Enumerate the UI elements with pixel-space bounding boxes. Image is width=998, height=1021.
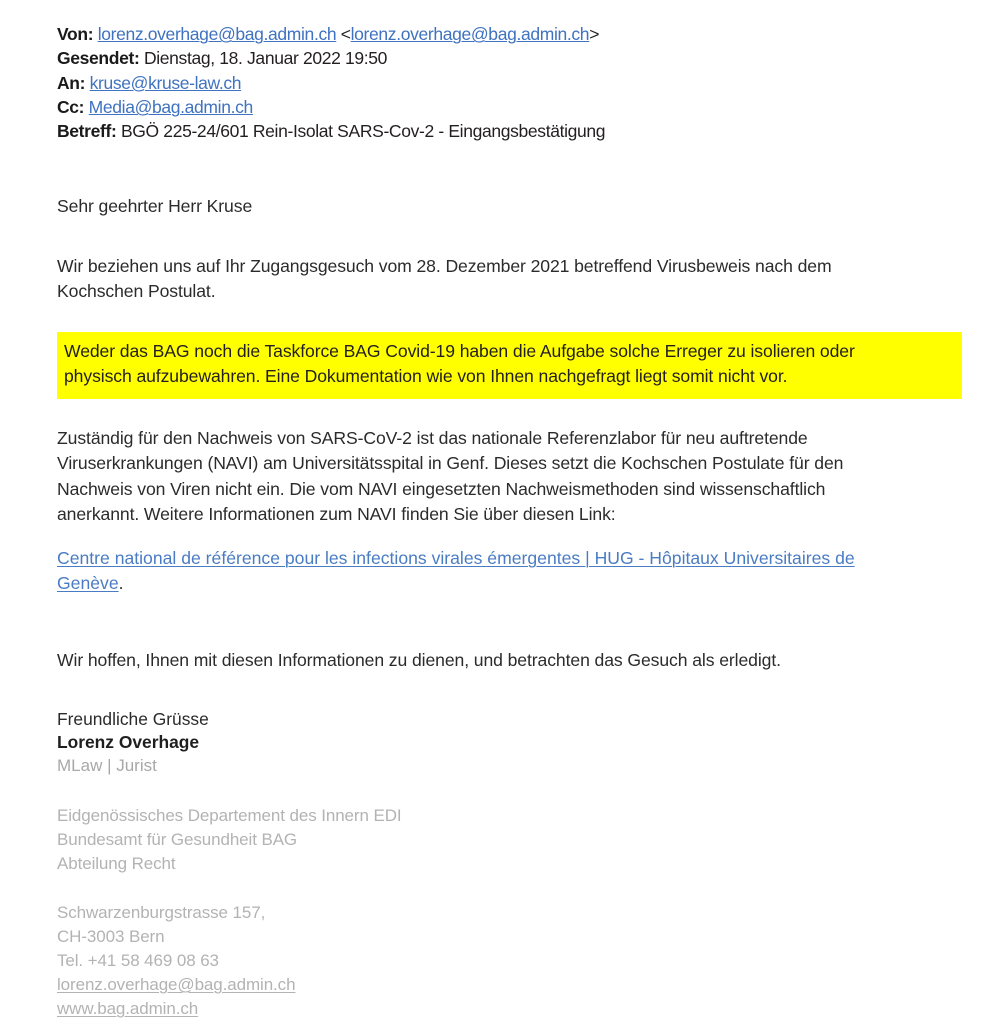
paragraph-highlighted-statement: Weder das BAG noch die Taskforce BAG Covid-19 haben die Aufgabe solche Erreger zu isolieren oder physisch aufzubewahren. Eine Dokumentation wie von Ihnen nachgefragt liegt somit nicht vor. [64, 340, 855, 387]
header-row-to [57, 71, 962, 95]
signature-footer-block [57, 804, 962, 1021]
header-value-subject: BGÖ 225-24/601 Rein-Isolat SARS-Cov-2 - Eingangsbestätigung [120, 121, 606, 142]
email-header-fields [57, 22, 962, 143]
header-label-cc: Cc: [57, 96, 85, 117]
spacer [57, 674, 962, 708]
email-message-body [57, 22, 962, 1021]
header-label-sent: Gesendet: [57, 48, 140, 69]
link-trailing-punctuation: . [118, 573, 124, 594]
spacer [57, 169, 962, 194]
header-label-subject: Betreff: [57, 121, 117, 142]
footer-email-link[interactable]: lorenz.overhage@bag.admin.ch [57, 974, 296, 994]
footer-org-line-1: Eidgenössisches Departement des Innern EDI [57, 805, 402, 825]
to-email-link[interactable]: kruse@kruse-law.ch [89, 72, 242, 93]
footer-website-row [57, 997, 962, 1021]
email-body-content [57, 169, 962, 1020]
from-email-link[interactable]: lorenz.overhage@bag.admin.ch [97, 24, 337, 44]
header-row-subject [57, 119, 962, 143]
from-email-link-secondary[interactable]: lorenz.overhage@bag.admin.ch [350, 24, 590, 44]
angle-bracket-open: < [340, 24, 351, 44]
signature-greeting: Freundliche Grüsse [57, 708, 209, 729]
header-label-from: Von: [57, 24, 94, 44]
spacer [57, 614, 962, 648]
salutation-text: Sehr geehrter Herr Kruse [57, 196, 253, 217]
header-row-sent [57, 46, 962, 70]
signature-sender-role: MLaw | Jurist [57, 755, 157, 775]
footer-address-street: Schwarzenburgstrasse 157, [57, 902, 266, 922]
highlighted-paragraph-block [57, 332, 962, 399]
footer-website-link[interactable]: www.bag.admin.ch [57, 998, 199, 1018]
header-row-from [57, 22, 962, 46]
link-paragraph [57, 546, 907, 597]
header-label-to: An: [57, 72, 86, 93]
spacer [57, 305, 962, 332]
header-value-sent-timestamp: Dienstag, 18. Januar 2022 19:50 [143, 48, 388, 69]
footer-address-city: CH-3003 Bern [57, 926, 165, 946]
header-row-cc [57, 95, 962, 119]
footer-phone-number: Tel. +41 58 469 08 63 [57, 950, 219, 970]
footer-email-row [57, 973, 962, 997]
angle-bracket-close: > [589, 24, 600, 44]
signature-block [57, 708, 962, 777]
paragraph-navi-reference-lab: Zuständig für den Nachweis von SARS-CoV-2 ist das nationale Referenzlabor für neu auftretende Viruserkrankungen (NAVI) am Universitätsspital in Genf. Dieses setzt die Kochschen Postulate für den Nachweis von Viren nicht ein. Die vom NAVI eingesetzten Nachweismethoden sind wissenschaftlich anerkannt. Weitere Informationen zum NAVI finden Sie über diesen Link: [57, 427, 844, 525]
spacer [57, 399, 962, 426]
spacer [57, 876, 962, 901]
paragraph-reference-request: Wir beziehen uns auf Ihr Zugangsgesuch vom 28. Dezember 2021 betreffend Virusbeweis nach dem Kochschen Postulat. [57, 255, 832, 302]
spacer [57, 220, 962, 254]
signature-sender-name: Lorenz Overhage [57, 731, 200, 752]
footer-org-line-3: Abteilung Recht [57, 853, 176, 873]
footer-org-line-2: Bundesamt für Gesundheit BAG [57, 829, 298, 849]
cc-email-link[interactable]: Media@bag.admin.ch [88, 96, 253, 117]
paragraph-closing-statement: Wir hoffen, Ihnen mit diesen Informationen zu dienen, und betrachten das Gesuch als erledigt. [57, 650, 781, 671]
hug-reference-centre-link[interactable]: Centre national de référence pour les infections virales émergentes | HUG - Hôpitaux Universitaires de Genève [57, 547, 855, 594]
